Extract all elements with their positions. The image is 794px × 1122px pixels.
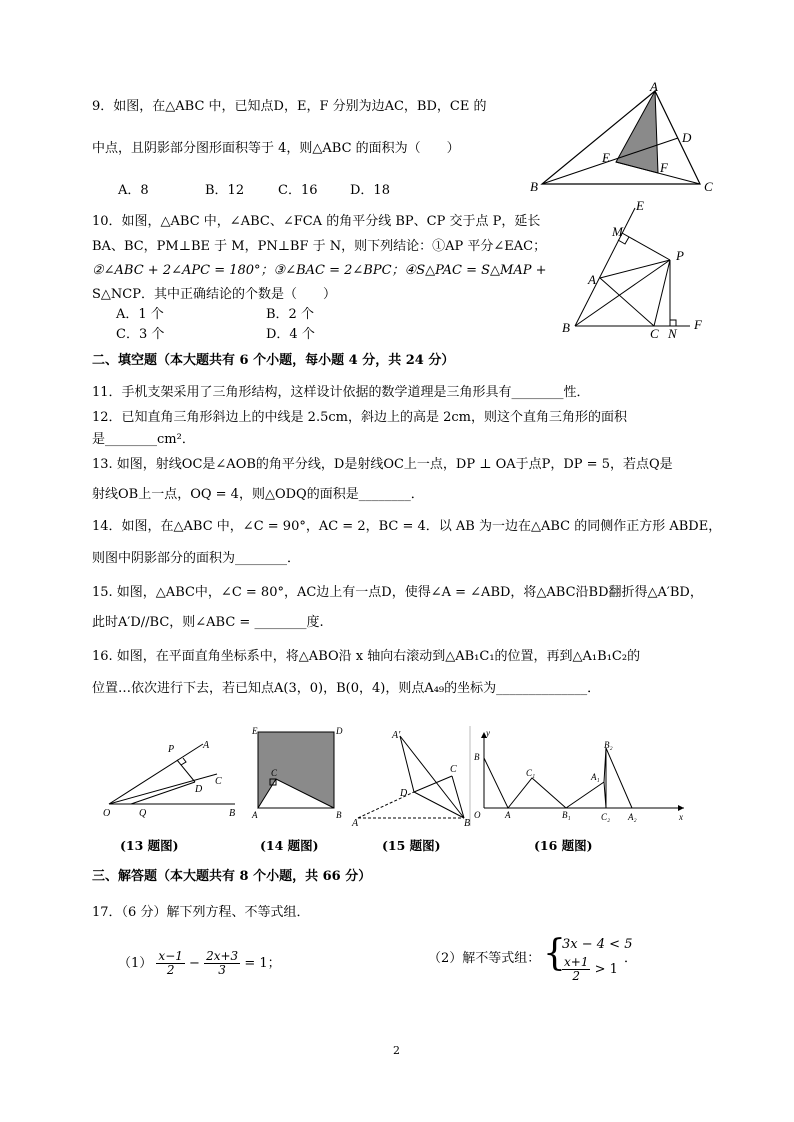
q10-label-p: P [676, 248, 684, 263]
q17-rhs: = 1； [244, 956, 281, 971]
q9-option-b: B．12 [205, 183, 245, 198]
q17-fraction-2 [204, 950, 240, 977]
q17-ineq2-rhs: > 1 [594, 962, 618, 977]
q15-line2: 此时A′D//BC，则∠ABC = ________度. [92, 615, 324, 630]
q9-label-d: D [682, 130, 692, 145]
q16-line1: 16. 如图，在平面直角坐标系中，将△ABO沿 x 轴向右滚动到△AB₁C₁的位置，再到△A₁B₁C₂的 [92, 649, 641, 664]
q11-text: 11．手机支架采用了三角形结构，这样设计依据的数学道理是三角形具有________性． [92, 385, 590, 400]
q9-figure [530, 79, 720, 197]
q17-fraction-1 [156, 950, 184, 977]
q13-line1: 13. 如图，射线OC是∠AOB的角平分线，D是射线OC上一点，DP ⊥ OA于点P，DP = 5，若点Q是 [92, 457, 673, 472]
q9-option-c: C．16 [278, 183, 318, 198]
fig13-label-d: D [195, 784, 203, 795]
q17-minus: − [189, 956, 200, 971]
fig13-label-p: P [168, 744, 175, 755]
q15-line1: 15. 如图，△ABC中，∠C = 80°，AC边上有一点D，使得∠A = ∠ABD，将△ABC沿BD翻折得△A′BD， [92, 585, 703, 600]
q9-label-a: A [650, 79, 658, 94]
fig16-label-a2: A₂ [628, 812, 637, 822]
q10-label-f: F [694, 317, 702, 332]
fig14 [248, 726, 348, 826]
q10-line3: ②∠ABC + 2∠APC = 180°；③∠BAC = 2∠BPC；④S△PAC = S△MAP + [92, 263, 547, 278]
q17-part2-end: ． [624, 951, 638, 966]
q12-line2: 是________cm²． [92, 432, 195, 447]
q17-frac2-den: 3 [218, 963, 226, 977]
q9-option-a: A．8 [118, 183, 149, 198]
fig14-label-d: D [336, 726, 343, 736]
brace-icon: { [543, 933, 566, 974]
fig16-label-b2: B₂ [604, 740, 613, 750]
q17-part2-label: （2）解不等式组： [428, 951, 541, 966]
q10-label-e: E [636, 198, 644, 213]
fig13-label-q: Q [139, 808, 147, 819]
q14-line2: 则图中阴影部分的面积为________． [92, 551, 301, 566]
q9-label-e: E [602, 150, 610, 165]
q16-line2: 位置…依次进行下去，若已知点A(3，0)，B(0，4)，则点A₄₉的坐标为______________． [92, 681, 601, 696]
fig14-label-c: C [271, 768, 278, 778]
q17-title: 17．（6 分）解下列方程、不等式组． [92, 905, 310, 920]
q17-ineq2 [562, 956, 618, 983]
q9-label-b: B [530, 179, 538, 194]
fig16-label-y: y [486, 728, 490, 738]
q10-label-a: A [588, 272, 596, 287]
q17-ineq2-frac [562, 956, 590, 983]
fig14-label-e: E [252, 726, 258, 736]
fig16-label-c2: C₂ [601, 812, 611, 822]
q17-part1 [118, 950, 281, 977]
q9-shaded-region [616, 91, 658, 173]
caption-fig15: (15 题图) [382, 838, 441, 853]
fig13-label-o: O [103, 808, 111, 819]
q17-frac2-num: 2x+3 [206, 949, 239, 963]
q17-frac1-num: x−1 [158, 949, 183, 963]
q10-line4: S△NCP．其中正确结论的个数是（ ） [92, 287, 336, 302]
q14-line1: 14．如图，在△ABC 中，∠C = 90°，AC = 2，BC = 4．以 AB 为一边在△ABC 的同侧作正方形 ABDE， [92, 519, 722, 534]
q9-triangle-abc [542, 91, 700, 184]
q17-ineq1: 3x − 4 < 5 [562, 937, 633, 952]
section3-heading: 三、解答题（本大题共有 8 个小题，共 66 分） [92, 869, 372, 884]
q9-label-c: C [704, 179, 713, 194]
caption-fig13: (13 题图) [120, 838, 179, 853]
section2-heading: 二、填空题（本大题共有 6 个小题，每小题 4 分，共 24 分） [92, 353, 455, 368]
fig16-label-a: A [505, 810, 511, 820]
fig13-label-a: A [203, 740, 210, 751]
q10-line1: 10．如图，△ABC 中，∠ABC、∠FCA 的角平分线 BP、CP 交于点 P，延长 [92, 214, 541, 229]
q10-label-n: N [668, 326, 677, 341]
fig15 [352, 726, 477, 829]
q10-line2: BA、BC，PM⊥BE 于 M，PN⊥BF 于 N，则下列结论：①AP 平分∠EAC； [92, 239, 547, 254]
q9-label-f: F [660, 160, 668, 175]
q10-option-b: B．2 个 [266, 307, 314, 322]
fig13 [95, 730, 245, 825]
q17-frac1-den: 2 [166, 963, 175, 977]
fig14-label-b: B [336, 810, 342, 820]
q10-label-b: B [562, 320, 570, 335]
q12-line1: 12．已知直角三角形斜边上的中线是 2.5cm，斜边上的高是 2cm，则这个直角三角形的面积 [92, 410, 627, 425]
fig14-label-a: A [252, 810, 258, 820]
fig16-label-c1: C₁ [526, 768, 536, 778]
q17-part1-label: （1） [118, 956, 153, 971]
fig15-label-a-prime: A′ [392, 730, 401, 741]
q10-label-c: C [650, 326, 659, 341]
q10-label-m: M [612, 224, 623, 239]
q10-option-d: D．4 个 [266, 327, 315, 342]
fig15-label-d: D [400, 788, 408, 799]
fig16-label-x: x [679, 812, 683, 822]
q10-option-a: A．1 个 [116, 307, 164, 322]
q9-option-d: D．18 [350, 183, 390, 198]
caption-fig14: (14 题图) [260, 838, 319, 853]
fig13-label-b: B [229, 808, 236, 819]
fig16-label-b: B [474, 752, 480, 762]
q13-line2: 射线OB上一点，OQ = 4，则△ODQ的面积是________． [92, 487, 424, 502]
q10-option-c: C．3 个 [116, 327, 165, 342]
caption-fig16: (16 题图) [534, 838, 593, 853]
q17-ineq2-num: x+1 [564, 955, 589, 969]
q9-line2: 中点，且阴影部分图形面积等于 4，则△ABC 的面积为（ ） [92, 141, 460, 156]
fig16-label-o: O [474, 810, 481, 820]
fig16-label-b1: B₁ [562, 810, 571, 820]
q9-line1: 9．如图，在△ABC 中，已知点D，E，F 分别为边AC，BD，CE 的 [92, 99, 487, 114]
fig15-label-b: B [464, 818, 471, 829]
fig13-label-c: C [215, 776, 222, 787]
page-number: 2 [393, 1044, 400, 1057]
fig15-label-c: C [450, 764, 457, 775]
fig16 [470, 726, 692, 826]
q17-ineq2-den: 2 [572, 969, 581, 983]
fig16-label-a1: A₁ [591, 772, 600, 782]
fig15-label-a: A [352, 818, 359, 829]
q10-figure [560, 196, 720, 346]
